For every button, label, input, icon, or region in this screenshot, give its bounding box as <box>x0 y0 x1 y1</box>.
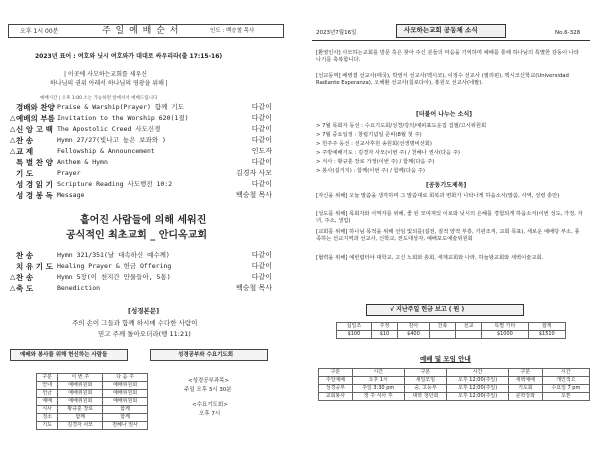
left-title: 주 일 예 배 순 서 <box>102 25 180 36</box>
verse-title: [성경본문] <box>128 307 160 315</box>
table-row: 기도 김경자 사모 천혜나 권사 <box>37 422 148 430</box>
intro-line-1: | 이곳에 사모하는교회를 세우신 <box>64 71 148 78</box>
order-row: △ 찬 송 Hymn 5장(이 천지간 만물들아, 5통) 다같이 <box>10 273 272 282</box>
order-row: △ 축 도 Benediction 백승철 목사 <box>10 284 272 293</box>
order-title: 예배의 부름 <box>16 114 55 123</box>
sermon-title-1: 흩어진 사람들에 의해 세워진 <box>80 215 207 226</box>
table-row: 안내 예배위원회 예배위원회 <box>37 382 148 390</box>
order-row: 경배와 찬양 Praise & Warship(Prayer) 함께 기도 다같이 <box>16 103 272 112</box>
table-row: 성경공부 주일 3:30 pm 중, 고등부 오후 12:00(주일) 기도회 수요일 7 pm <box>319 385 590 393</box>
order-title: 신 앙 고 백 <box>16 125 53 134</box>
order-row: 기 도 Prayer 김경자 사모 <box>16 169 272 178</box>
order-row: 성 경 읽 기 Scripture Reading 사도행전 10:2 다같이 <box>16 180 272 189</box>
study-line: 주일 오후 3시 30분 <box>184 387 232 393</box>
order-title: 축 도 <box>16 284 34 293</box>
order-row: 찬 송 Hymn 321/351(날 대속하신 예수께) 다같이 <box>16 251 272 260</box>
table-row: 구분 시간 구분 시간 구분 시간 <box>319 369 590 377</box>
welcome-text: [환영인사] 사모하는교회를 방문 혹은 찾아 주신 분들의 마음을 기억하며 예배를 통해 하나님의 특별한 감동이 나타나기를 축복합니다. <box>316 50 580 63</box>
order-row: △ 예배의 부름 Invitation to the Worship 620(1절) 다같이 <box>10 114 272 123</box>
header-time: 오후 1시 00분 <box>20 28 59 35</box>
mission-text: [선교동역] 배병결 선교사(태국), 박영식 선교사(멕시코), 이정수 선교사 (필리핀), 멕시코신학교(Universidad Radiante Esperanza), 오해환 선교사(칠로다아), 홍원오 선교사(네팔). <box>316 73 569 86</box>
offering-table <box>336 322 566 339</box>
order-title: 성 경 읽 기 <box>16 180 53 189</box>
order-title: 찬 송 <box>16 273 34 282</box>
schedule-table <box>318 368 590 401</box>
order-row: △ 찬 송 Hymn 27/27(빛나고 높은 보좌와 ) 다같이 <box>10 136 272 145</box>
table-row: 식사 황규훈 장로 함께 <box>37 406 148 414</box>
duty-table <box>36 373 148 430</box>
right-title: 사모하는교회 공동체 소식 <box>404 26 478 34</box>
table-row: 교회봉사 정 주 식사 후 대학 청년회 오후 12:00(주일) 문학강좌 오픈 <box>319 393 590 401</box>
intro-line-2: 하나님의 권위 아래서 하나님의 영광을 위해 | <box>50 80 168 87</box>
order-row: 특 별 찬 양 Anthem & Hymn 다같이 <box>16 158 272 167</box>
table-row: 구분 이 번 주 다 음 주 <box>37 374 148 382</box>
schedule-title: 예배 및 모임 안내 <box>420 355 471 363</box>
verse-line-1: 주의 손이 그들과 함께 하시매 수다한 사람이 <box>72 319 198 327</box>
list-item: > 봉사(설거지) : 함께(이번 주) / 함께(다음 주) <box>316 168 425 174</box>
order-row: △ 신 앙 고 백 The Apostolic Creed 사도신경 다같이 <box>10 125 272 134</box>
table-row: 주일예배 오후 1시 새일모임 오후 12:00(주일) 새벽예배 개인적으 <box>319 377 590 385</box>
order-title: 찬 송 <box>16 251 34 260</box>
list-item: > 헌주주 동선 : 선교사후원 송원회(선생명비선회) <box>316 141 432 147</box>
list-item: > 주방예배기도 : 김경자 사모(이번 주) / 천혜나 권사(다음 주) <box>316 150 460 156</box>
sermon-title-2: 공식적인 최초교회 _ 안디옥교회 <box>66 230 208 241</box>
bulletin-date: 2023년7월16일 <box>316 30 357 36</box>
study-line: <성경공부과목> <box>188 378 230 384</box>
prayer-item: [자신을 위해] 오늘 말씀을 생각하며 그 말씀대로 회복과 변화가 나타나게 하옵소서(말씀, 사역, 성령 충만) <box>316 193 560 199</box>
order-title: 치 유 기 도 <box>16 262 53 271</box>
header-leader: 인도 : 백승철 목사 <box>210 28 255 34</box>
year-theme: 2023년 표어 : 여호와 닛시 여호와가 대대로 싸우리라(출 17:15-16) <box>35 53 223 60</box>
directory-title: [더불어 나누는 소식] <box>416 111 473 118</box>
list-item: > 7월 목회자 동선 : 수요기도회/성경/강의/예피표도운집 집필/고시위원회 <box>316 123 487 129</box>
study-line: 오후 7시 <box>199 411 221 417</box>
table-row: 청소 함께 함께 <box>37 414 148 422</box>
table-row: 십일조 주정 감사 건축 선교 특별 기타 합계 <box>337 323 566 331</box>
prayer-item: [교회를 위해] 하나님 목적을 위해 선임 빛되를(설전, 질적 양적 부흥, 기관조직, 교회 목표), 새로운 예배당 부소, 풍족하는 선교지역과 선교사, 신학교, 전도대상자, 예배포도예술위원회 <box>316 229 580 242</box>
bulletin-no: No.6-328 <box>555 30 581 36</box>
order-title: 기 도 <box>16 169 34 178</box>
table-row: 헌금 예배위원회 예배위원회 <box>37 390 148 398</box>
table-row: $100 $10 $400 $1000 $1510 <box>337 331 566 339</box>
order-title: 찬 송 <box>16 136 34 145</box>
verse-line-2: 믿고 주께 돌아오더라(행 11:21) <box>98 330 191 338</box>
prayer-item: [성도를 위해] 목회자와 사역자를 위해, 좋 된 모여져있 이로와 닛시의 은혜를 경험되게 하옵소서(이번 성도, 가정, 자녀, 주소, 생업) <box>316 211 583 224</box>
study-title: 성경공부와 수요기도회 <box>178 351 234 358</box>
study-line: <수요기도회> <box>192 402 228 408</box>
order-title: 경배와 찬양 <box>16 103 55 112</box>
prayer-title: [공동기도제목] <box>426 182 467 189</box>
order-row: △ 교 제 Fellowship & Announcement 인도자 <box>10 147 272 156</box>
prayer-item: [협력을 위해] 예빈렵터야 대학교, 고신 노회와 총회, 세계교회와 나라, 하늘왕교회와 새벽이술교회. <box>316 255 544 261</box>
list-item: > 7월 중요일정 : 창립기념일 준비(8월 첫 주) <box>316 132 422 138</box>
order-title: 교 제 <box>16 147 34 156</box>
order-title: 특 별 찬 양 <box>16 158 53 167</box>
list-item: > 식사 : 황규훈 장로 가정(이번 주) / 함께(다음 주) <box>316 159 435 165</box>
order-row: 치 유 기 도 Healing Prayer & 헌금 Offering 다같이 <box>16 262 272 271</box>
header-rule <box>312 40 590 41</box>
order-title: 성 경 봉 독 <box>16 191 53 200</box>
table-row: 예배 예배위원회 예배위원회 <box>37 398 148 406</box>
order-row: 성 경 봉 독 Message 백승철 목사 <box>16 191 272 200</box>
notice: 예배시간 | 오후 1:00 소는 가능하면 앞에서서 예배드립니다 <box>40 96 158 101</box>
offering-title: √ 지난주일 헌금 보고 ( 원 ) <box>390 306 465 313</box>
duty-title: 예배와 봉사를 위해 헌신하는 사람들 <box>20 351 108 358</box>
